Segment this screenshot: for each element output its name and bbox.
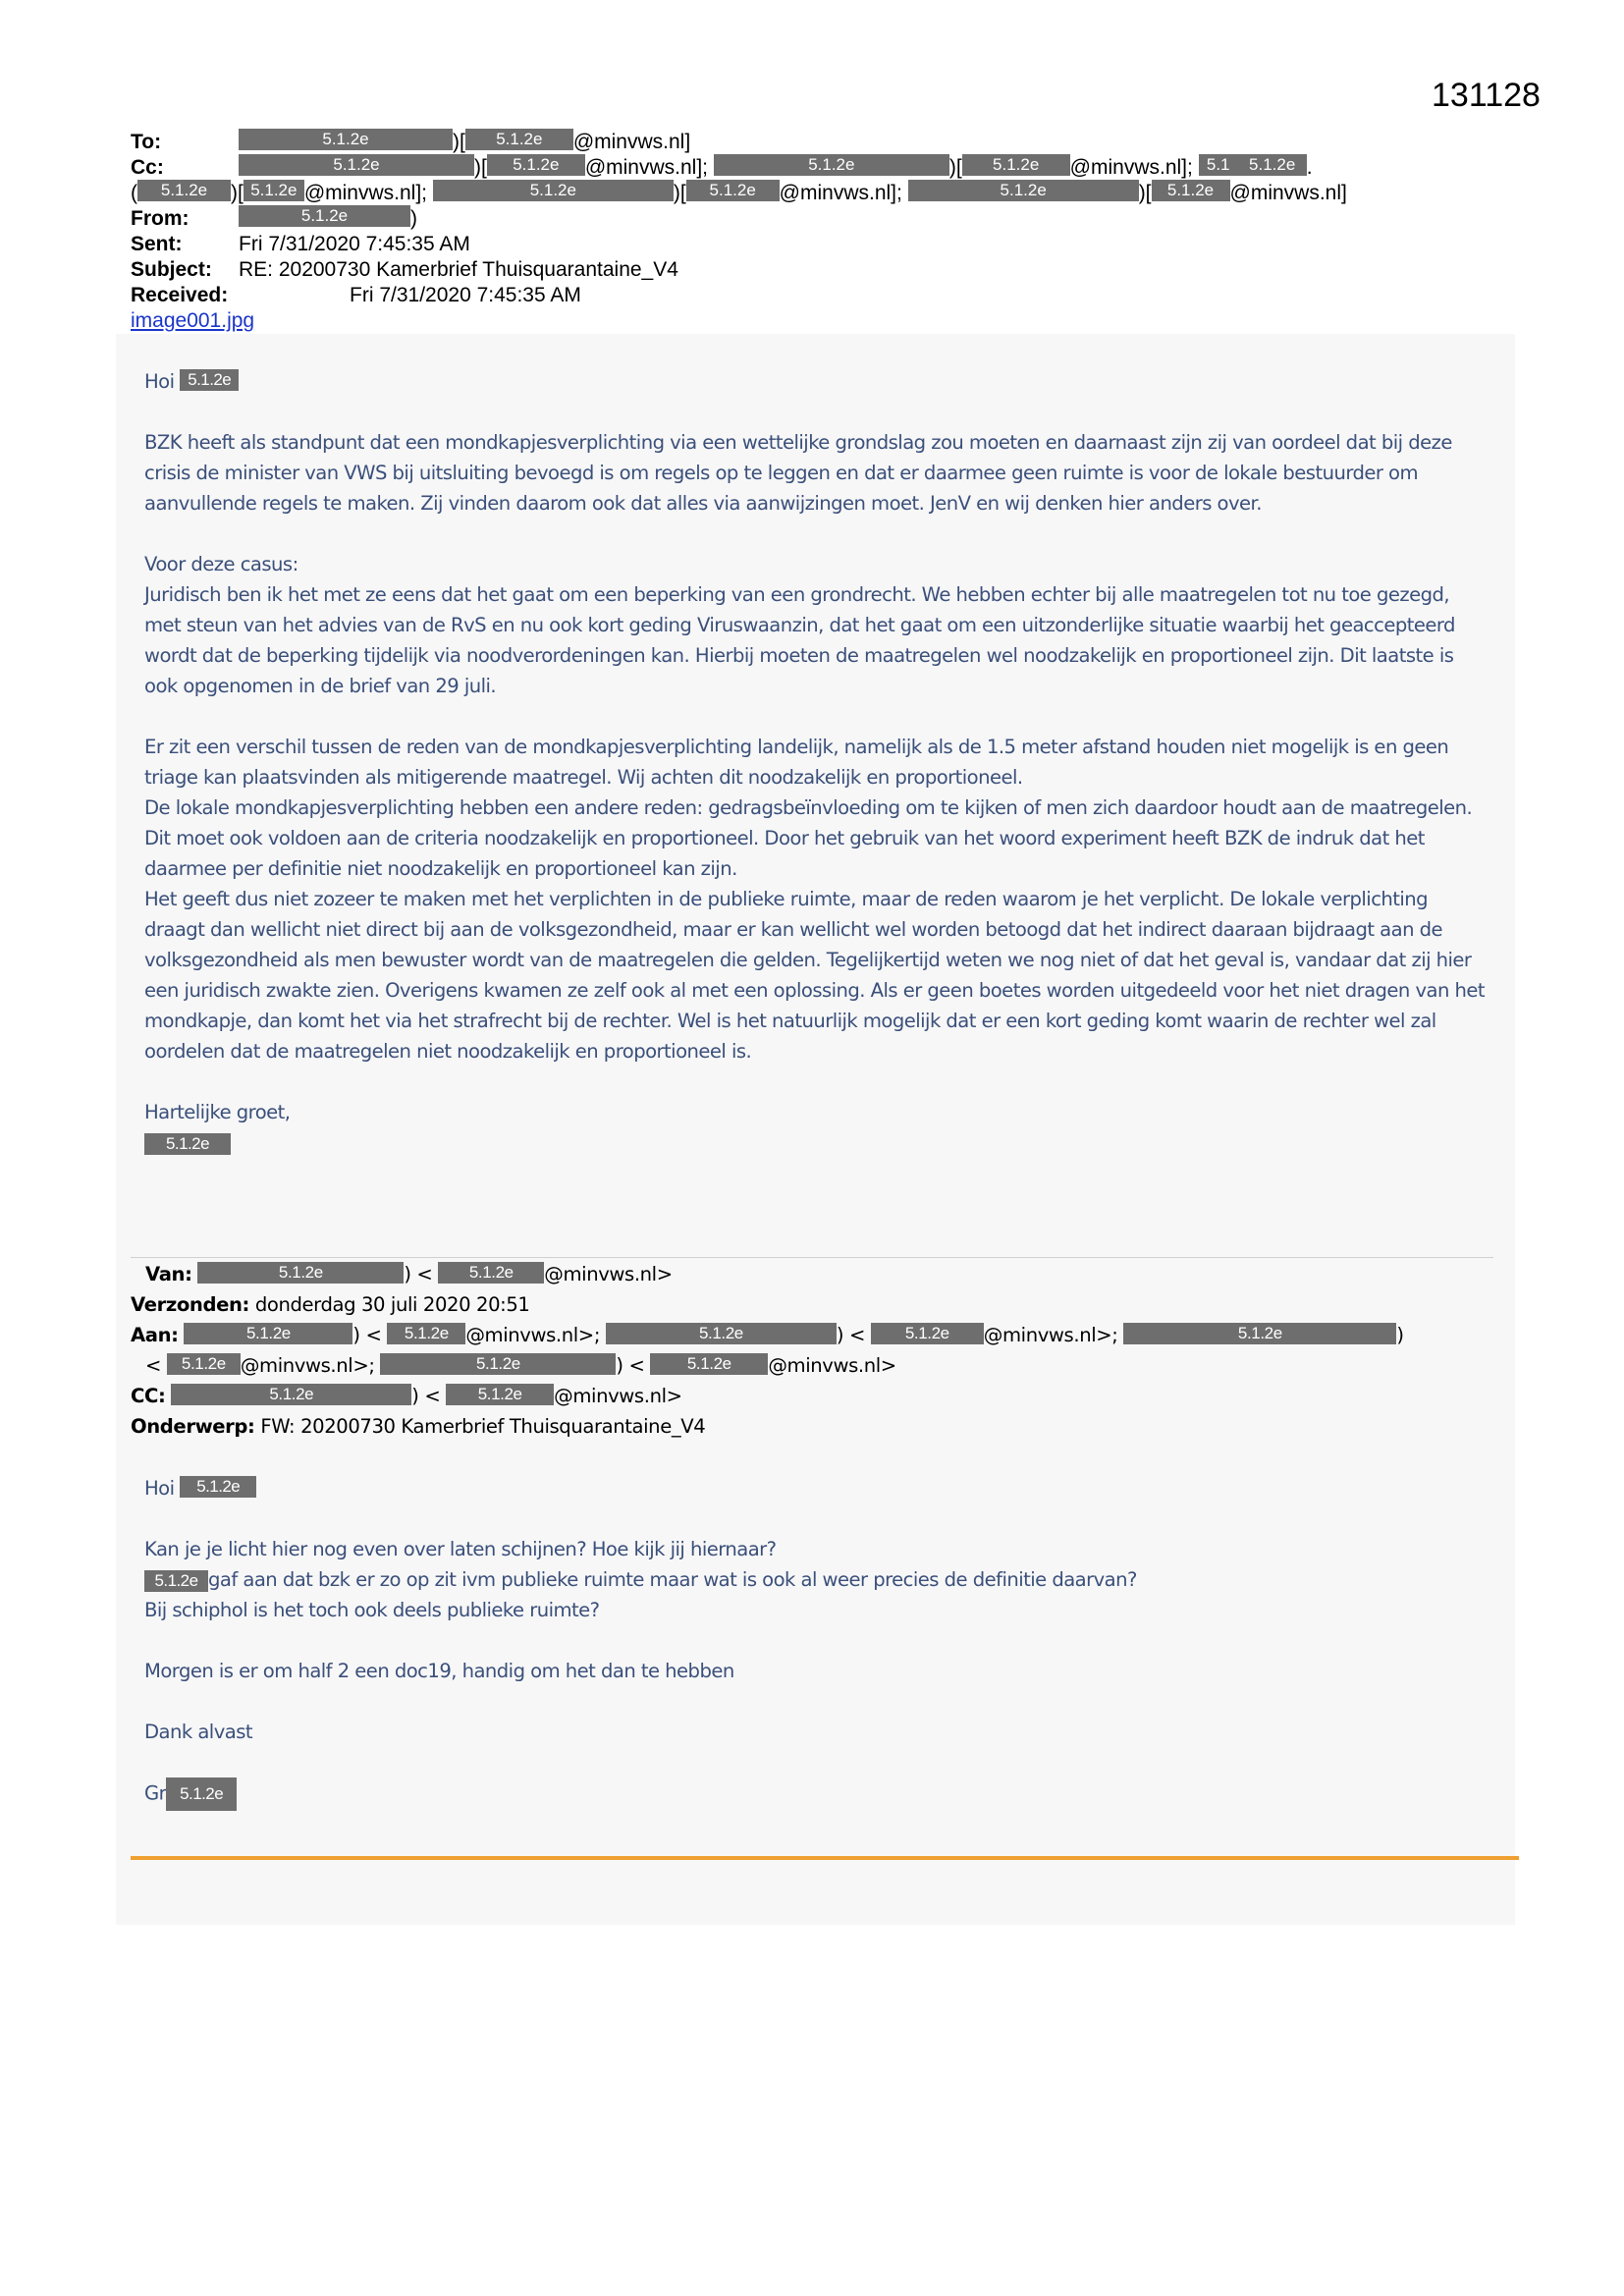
redaction-box: 5.1.2e (871, 1323, 984, 1344)
aan-row-2: < 5.1.2e @minvws.nl>; 5.1.2e ) < 5.1.2e @minvws.nl> (145, 1353, 896, 1377)
van-label: Van: (145, 1263, 192, 1285)
sent-row (131, 232, 183, 257)
cc-value-2: ( 5.1.2e )[ 5.1.2e @minvws.nl]; 5.1.2e )[ 5.1.2e @minvws.nl]; 5.1.2e )[ 5.1.2e @minvws.nl] (131, 181, 1347, 204)
document-number: 131128 (1432, 77, 1541, 114)
original-line-4: Morgen is er om half 2 een doc19, handig om het dan te hebben (144, 1660, 734, 1682)
cc-label: Cc: (131, 156, 164, 179)
redaction-box: 5.1.2e (962, 154, 1070, 176)
from-label: From: (131, 207, 189, 230)
reply-body (144, 366, 1489, 1158)
attachment-row (131, 308, 254, 334)
subject-value: RE: 20200730 Kamerbrief Thuisquarantaine_V4 (239, 258, 678, 281)
received-row (131, 283, 228, 308)
original-line-1: Kan je je licht hier nog even over laten schijnen? Hoe kijk jij hiernaar? (144, 1538, 777, 1560)
redaction-box: 5.1.2e (244, 180, 304, 201)
original-line-2: 5.1.2e gaf aan dat bzk er zo op zit ivm publieke ruimte maar wat is ook al weer precies de definitie daarvan? (144, 1564, 1489, 1595)
to-value: 5.1.2e )[ 5.1.2e @minvws.nl] (239, 130, 690, 155)
received-label: Received: (131, 284, 229, 306)
reply-paragraph-3a: Er zit een verschil tussen de reden van de mondkapjesverplichting landelijk, namelijk als de 1.5 meter afstand houden niet mogelijk is en geen triage kan plaatsvinden als mitigerende maatregel. Wij achten dit noodzakelijk en proportioneel. (144, 736, 1449, 789)
redaction-box: 5.1.2e (606, 1323, 837, 1344)
redaction-box: 5.1.2e (239, 205, 410, 227)
cc-label: CC: (131, 1385, 166, 1407)
reply-paragraph-3b: De lokale mondkapjesverplichting hebben een andere reden: gedragsbeïnvloeding om te kijken of men zich daardoor houdt aan de maatregelen. Dit moet ook voldoen aan de criteria noodzakelijk en proportioneel. Door het gebruik van het woord experiment heeft BZK de indruk dat het daarmee per definitie niet noodzakelijk en proportioneel kan zijn. (144, 796, 1473, 880)
redaction-box: 5.1.2e (239, 154, 474, 176)
reply-closing: Hartelijke groet, (144, 1101, 291, 1123)
original-greeting: Hoi 5.1.2e (144, 1473, 1489, 1503)
original-line-5: Dank alvast (144, 1721, 252, 1743)
original-signoff: Gr 5.1.2e (144, 1777, 1489, 1811)
redaction-box: 5.1.2e (487, 154, 585, 176)
redaction-box: 5.1.2e (1238, 154, 1307, 176)
reply-signature (144, 1127, 1489, 1158)
subject-row (131, 257, 212, 283)
reply-paragraph-2-title: Voor deze casus: (144, 553, 298, 575)
from-value: 5.1.2e ) (239, 206, 417, 232)
onderwerp-label: Onderwerp: (131, 1415, 255, 1438)
aan-label: Aan: (131, 1324, 179, 1346)
redaction-box: 5.1.2e (446, 1384, 554, 1405)
redaction-box: 5.1.2e (1152, 180, 1230, 201)
reply-paragraph-3c: Het geeft dus niet zozeer te maken met het verplichten in de publieke ruimte, maar de reden waarom je het verplicht. De lokale verplichting draagt dan wellicht niet direct bij aan de volksgezondheid, maar er kan wellicht wel worden betoogd dat het indirect daaraan bijdraagt aan de volksgezondheid als men bewuster wordt van de maatregelen die gelden. Tegelijkertijd weten we nog niet of dat het geval is, vandaar dat zij hier een juridisch zwakte zien. Overigens kwamen ze zelf ook al met een oplossing. Als er geen boetes worden uitgedeeld voor het niet dragen van het mondkapje, dan komt het via het strafrecht bij de rechter. Wel is het natuurlijk mogelijk dat er een kort geding komt waarin de rechter wel zal oordelen dat de maatregelen niet noodzakelijk en proportioneel is. (144, 888, 1486, 1063)
verzonden-row: Verzonden: donderdag 30 juli 2020 20:51 (131, 1293, 530, 1316)
redaction-box: 5.1.2e (184, 1323, 352, 1344)
redaction-box: 5.1 (1199, 154, 1238, 176)
redaction-box: 5.1.2e (714, 154, 949, 176)
redaction-box: 5.1.2e (650, 1353, 768, 1375)
aan-row-1: Aan: 5.1.2e ) < 5.1.2e @minvws.nl>; 5.1.2e ) < 5.1.2e @minvws.nl>; 5.1.2e ) (131, 1323, 1404, 1346)
redaction-box: 5.1.2e (380, 1353, 616, 1375)
redaction-box: 5.1.2e (686, 180, 780, 201)
redaction-box: 5.1.2e (438, 1262, 544, 1284)
received-value: Fri 7/31/2020 7:45:35 AM (350, 284, 581, 306)
redaction-box: 5.1.2e (1123, 1323, 1396, 1344)
subject-label: Subject: (131, 258, 212, 281)
redaction-box: 5.1.2e (197, 1262, 404, 1284)
sent-label: Sent: (131, 233, 183, 255)
to-label: To: (131, 131, 162, 153)
redaction-box: 5.1.2e (166, 1777, 237, 1811)
attachment-link[interactable]: image001.jpg (131, 309, 255, 332)
onderwerp-row: Onderwerp: FW: 20200730 Kamerbrief Thuisquarantaine_V4 (131, 1415, 706, 1438)
redaction-box: 5.1.2e (171, 1384, 411, 1405)
original-line-3: Bij schiphol is het toch ook deels publieke ruimte? (144, 1599, 600, 1621)
redaction-box: 5.1.2e (465, 129, 573, 150)
redaction-box: 5.1.2e (387, 1323, 465, 1344)
redaction-box: 5.1.2e (144, 1570, 208, 1592)
cc-value-1: 5.1.2e )[ 5.1.2e @minvws.nl]; 5.1.2e )[ 5.1.2e @minvws.nl]; 5.1 5.1.2e . (239, 155, 1313, 181)
message-separator (131, 1257, 1493, 1258)
cc-row: CC: 5.1.2e ) < 5.1.2e @minvws.nl> (131, 1384, 682, 1407)
original-body (144, 1473, 1489, 1811)
cc-row (131, 155, 164, 181)
to-row (131, 130, 161, 155)
footer-rule (131, 1856, 1519, 1860)
redaction-box: 5.1.2e (433, 180, 674, 201)
redaction-box: 5.1.2e (137, 180, 231, 201)
redaction-box: 5.1.2e (167, 1353, 241, 1375)
redaction-box: 5.1.2e (180, 369, 239, 391)
redaction-box: 5.1.2e (908, 180, 1139, 201)
redaction-box: 5.1.2e (239, 129, 453, 150)
redaction-box: 5.1.2e (180, 1476, 256, 1498)
reply-greeting: Hoi 5.1.2e (144, 366, 1489, 397)
from-row (131, 206, 189, 232)
sent-value: Fri 7/31/2020 7:45:35 AM (239, 233, 470, 255)
reply-paragraph-2: Juridisch ben ik het met ze eens dat het gaat om een beperking van een grondrecht. We hebben echter bij alle maatregelen tot nu toe gezegd, met steun van het advies van de RvS en nu ook kort geding Viruswaanzin, dat het gaat om een uitzonderlijke situatie waarbij het geaccepteerd wordt dat de beperking tijdelijk via noodverordeningen kan. Hierbij moeten de maatregelen wel noodzakelijk en proportioneel zijn. Dit laatste is ook opgenomen in de brief van 29 juli. (144, 583, 1455, 697)
verzonden-label: Verzonden: (131, 1293, 249, 1316)
redaction-box: 5.1.2e (144, 1133, 231, 1155)
reply-paragraph-1: BZK heeft als standpunt dat een mondkapjesverplichting via een wettelijke grondslag zou moeten en daarnaast zijn zij van oordeel dat bij deze crisis de minister van VWS bij uitsluiting bevoegd is om regels op te leggen en dat er daarmee geen ruimte is voor de lokale bestuurder om aanvullende regels te maken. Zij vinden daarom ook dat alles via aanwijzingen moet. JenV en wij denken hier anders over. (144, 431, 1452, 515)
van-row: Van: 5.1.2e ) < 5.1.2e @minvws.nl> (145, 1262, 673, 1285)
